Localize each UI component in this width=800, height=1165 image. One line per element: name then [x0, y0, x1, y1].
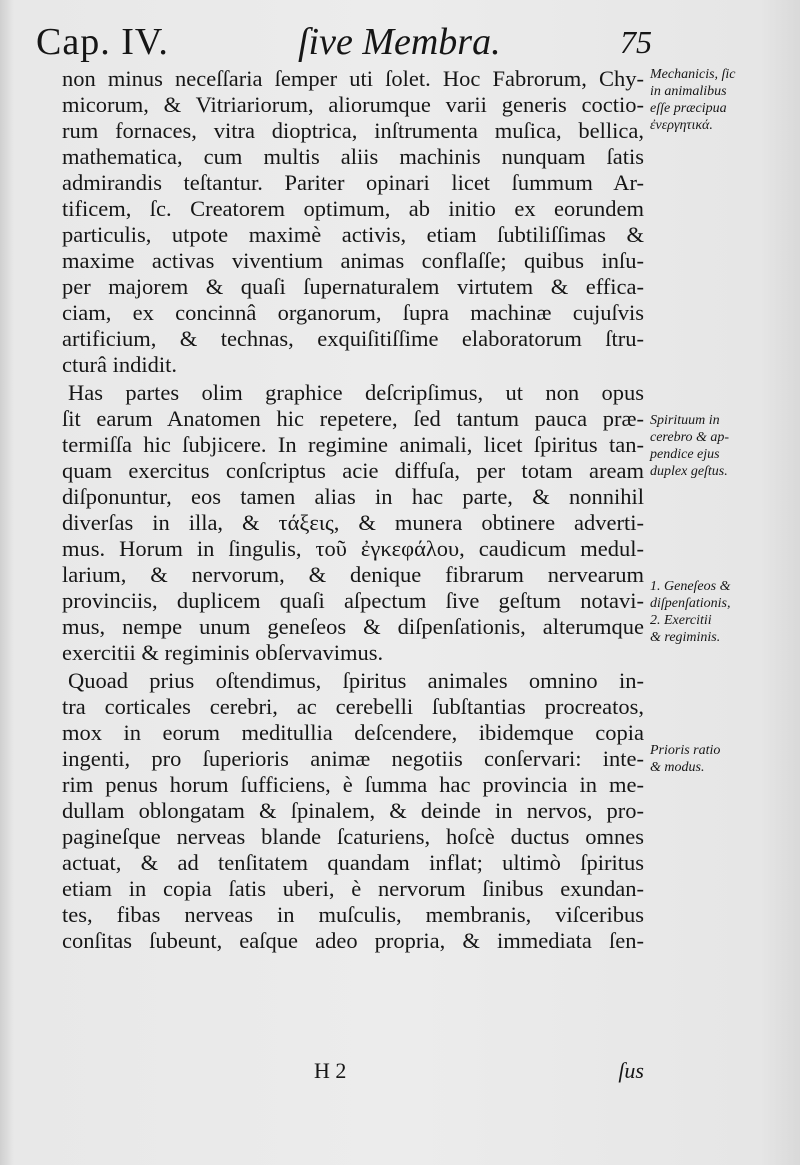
text-line: mus. Horum in ſingulis, τοῦ ἐγκεφάλου, caudicum medul- [62, 536, 644, 561]
margin-note-line: Mechanicis, ſic [650, 67, 736, 82]
margin-note-line: & modus. [650, 760, 705, 775]
running-title: ſive Membra. [298, 21, 501, 63]
text-line: conſitas ſubeunt, eaſque adeo propria, & immediata ſen- [62, 928, 644, 953]
margin-note-line: in animalibus [650, 84, 727, 99]
text-line: diverſas in illa, & τάξεις, & munera obtinere adverti- [62, 510, 644, 535]
text-line: cturâ indidit. [62, 352, 177, 377]
margin-note-mechanicis [650, 66, 798, 134]
signature-mark: H 2 [314, 1058, 347, 1083]
text-line: exercitii & regiminis obſervavimus. [62, 640, 384, 665]
page-number: 75 [620, 24, 652, 60]
text-line: admirandis teſtantur. Pariter opinari licet ſummum Ar- [62, 170, 644, 195]
text-line: particulis, utpote maximè activis, etiam ſubtiliſſimas & [62, 222, 644, 247]
text-line: maxime activas viventium animas conflaſſe; quibus inſu- [62, 248, 644, 273]
text-line: quam exercitus conſcriptus acie diffuſa, per totam aream [62, 458, 644, 483]
text-line: artificium, & technas, exquiſitiſſime elaboratorum ſtru- [62, 326, 644, 351]
margin-note-line: & regiminis. [650, 630, 721, 645]
text-line: mox in eorum meditullia deſcendere, ibidemque copia [62, 720, 644, 745]
margin-note-line: 2. Exercitii [650, 613, 712, 628]
margin-note-line: eſſe præcipua [650, 101, 727, 116]
text-line: dullam oblongatam & ſpinalem, & deinde in nervos, pro- [62, 798, 644, 823]
text-line: tificem, ſc. Creatorem optimum, ab initio ex eorundem [62, 196, 644, 221]
margin-note-line: Spirituum in [650, 413, 720, 428]
chapter-label: Cap. IV. [36, 21, 169, 63]
margin-note-spirituum [650, 412, 798, 480]
margin-note-line: cerebro & ap- [650, 430, 730, 445]
text-line: rim penus horum ſufficiens, è ſumma hac provincia in me- [62, 772, 644, 797]
text-line: tra corticales cerebri, ac cerebelli ſubſtantias procreatos, [62, 694, 644, 719]
margin-note-line: diſpenſationis, [650, 596, 731, 611]
text-line: ſit earum Anatomen hic repetere, ſed tantum pauca præ- [62, 406, 644, 431]
margin-note-prioris [650, 742, 798, 776]
text-line: actuat, & ad tenſitatem quandam inflat; ultimò ſpiritus [62, 850, 644, 875]
text-line: mathematica, cum multis aliis machinis nunquam ſatis [62, 144, 644, 169]
text-line: Has partes olim graphice deſcripſimus, ut non opus [68, 380, 644, 405]
text-line: provinciis, duplicem quaſi aſpectum ſive geſtum notavi- [62, 588, 644, 613]
margin-note-line: pendice ejus [650, 447, 720, 462]
text-line: micorum, & Vitriariorum, aliorumque varii generis coctio- [62, 92, 644, 117]
text-line: larium, & nervorum, & denique fibrarum nervearum [62, 562, 644, 587]
text-line: tes, fibas nerveas in muſculis, membranis, viſceribus [62, 902, 644, 927]
margin-note-line: 1. Geneſeos & [650, 579, 731, 594]
text-line: mus, nempe unum geneſeos & diſpenſationis, alterumque [62, 614, 644, 639]
margin-note-line: duplex geſtus. [650, 464, 728, 479]
text-line: Quoad prius oſtendimus, ſpiritus animales omnino in- [68, 668, 644, 693]
margin-note-line: Prioris ratio [650, 743, 721, 758]
text-line: rum fornaces, vitra dioptrica, inſtrumenta muſica, bellica, [62, 118, 644, 143]
text-line: termiſſa hic ſubjicere. In regimine animali, licet ſpiritus tan- [62, 432, 644, 457]
margin-note-geneseos [650, 578, 798, 646]
text-line: diſponuntur, eos tamen alias in hac parte, & nonnihil [62, 484, 644, 509]
main-text-block [62, 66, 644, 954]
catchword: ſus [618, 1058, 644, 1083]
text-line: per majorem & quaſi ſupernaturalem virtutem & effica- [62, 274, 644, 299]
text-line: pagineſque nerveas blande ſcaturiens, hoſcè ductus omnes [62, 824, 644, 849]
text-line: non minus neceſſaria ſemper uti ſolet. Hoc Fabrorum, Chy- [62, 66, 644, 91]
text-line: ingenti, pro ſuperioris animæ negotiis conſervari: inte- [62, 746, 644, 771]
running-header [36, 14, 656, 64]
text-line: etiam in copia ſatis uberi, è nervorum ſinibus exundan- [62, 876, 644, 901]
page-footer [62, 1058, 644, 1088]
margin-note-line: ἐνεργητικά. [650, 118, 713, 133]
text-line: ciam, ex concinnâ organorum, ſupra machinæ cujuſvis [62, 300, 644, 325]
